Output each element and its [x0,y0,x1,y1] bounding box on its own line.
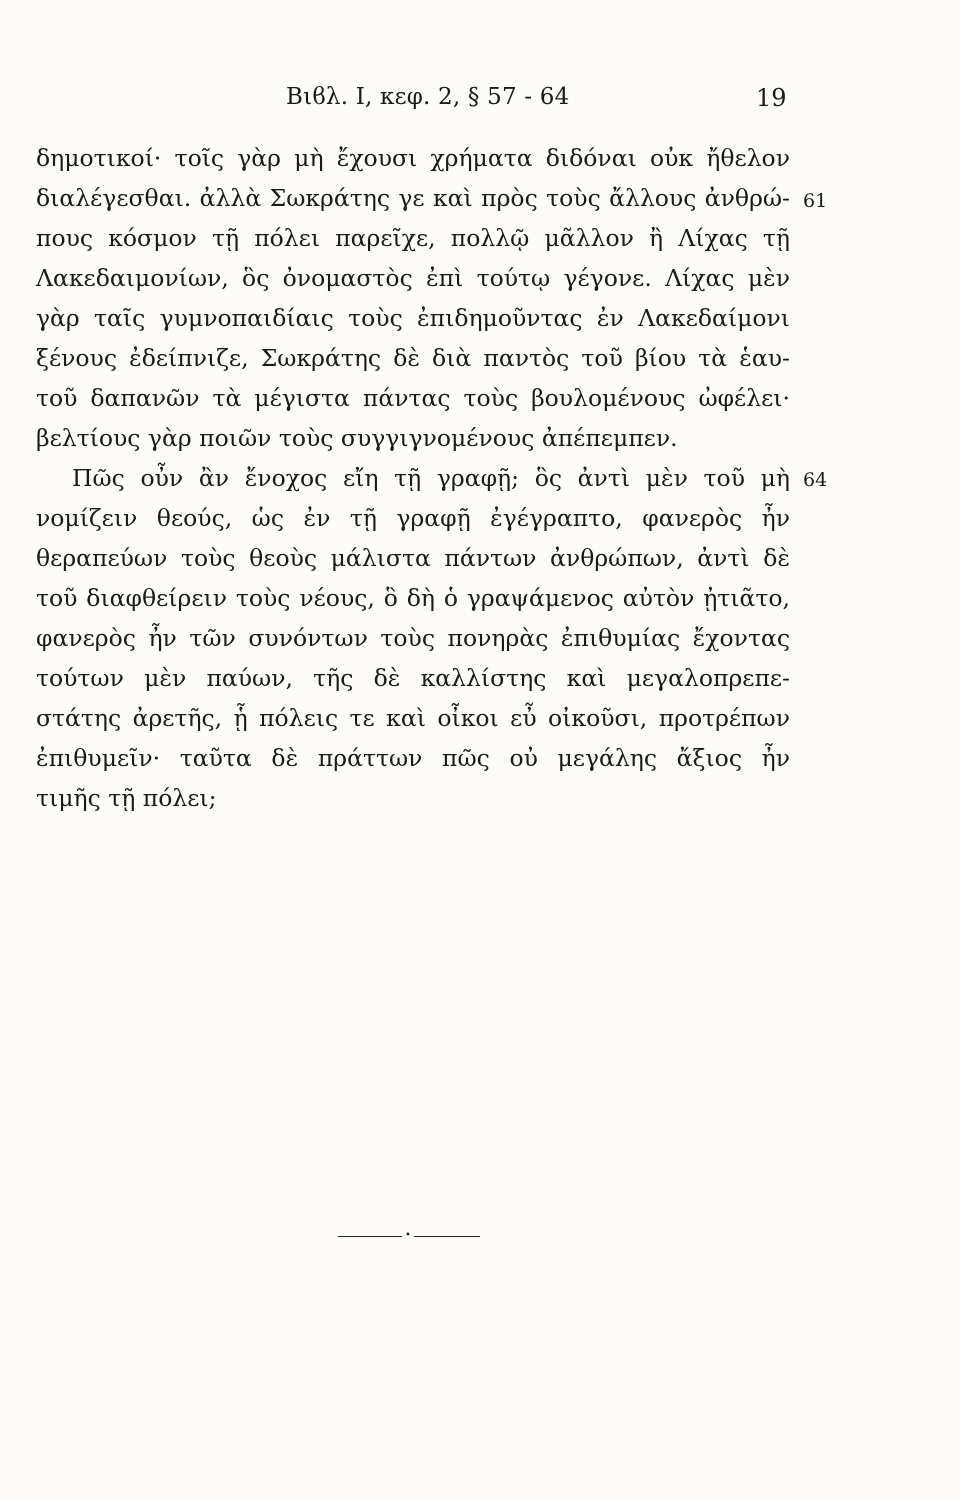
text-line: νομίζειν θεούς, ὡς ἐν τῇ γραφῇ ἐγέγραπτο, φανερὸς ἦν [36,504,790,532]
page-number: 19 [756,84,787,112]
text-line: πους κόσμον τῇ πόλει παρεῖχε, πολλῷ μᾶλλον ἢ Λίχας τῇ [36,224,790,252]
text-line: ξένους ἐδείπνιζε, Σωκράτης δὲ διὰ παντὸς τοῦ βίου τὰ ἑαυ- [36,344,790,372]
text-line: Λακεδαιμονίων, ὃς ὀνομαστὸς ἐπὶ τούτῳ γέγονε. Λίχας μὲν [36,264,790,292]
divider-ornament-icon: • [402,1231,414,1241]
text-line: τοῦ διαφθείρειν τοὺς νέους, ὃ δὴ ὁ γραψάμενος αὐτὸν ᾐτιᾶτο, [36,584,790,612]
text-line: δημοτικοί· τοῖς γὰρ μὴ ἔχουσι χρήματα διδόναι οὐκ ἤθελον [36,144,790,172]
text-line: Πῶς οὖν ἂν ἔνοχος εἴη τῇ γραφῇ; ὃς ἀντὶ μὲν τοῦ μὴ [72,464,790,492]
running-header: Βιϐλ. I, κεφ. 2, § 57 - 64 [286,84,570,110]
margin-section-number: 64 [803,469,828,491]
text-line: βελτίους γὰρ ποιῶν τοὺς συγγιγνομένους ἀπέπεμπεν. [36,424,678,452]
margin-section-number: 61 [803,190,828,212]
text-line: τιμῆς τῇ πόλει; [36,784,217,812]
text-line: στάτης ἀρετῆς, ᾗ πόλεις τε καὶ οἶκοι εὖ οἰκοῦσι, προτρέπων [36,704,790,732]
text-line: φανερὸς ἦν τῶν συνόντων τοὺς πονηρὰς ἐπιθυμίας ἔχοντας [36,624,790,652]
text-line: γὰρ ταῖς γυμνοπαιδίαις τοὺς ἐπιδημοῦντας ἐν Λακεδαίμονι [36,304,790,332]
text-line: διαλέγεσθαι. ἀλλὰ Σωκράτης γε καὶ πρὸς τοὺς ἄλλους ἀνθρώ- [36,184,790,212]
text-line: τούτων μὲν παύων, τῆς δὲ καλλίστης καὶ μεγαλοπρεπε- [36,664,790,692]
text-line: ἐπιθυμεῖν· ταῦτα δὲ πράττων πῶς οὐ μεγάλης ἄξιος ἦν [36,744,790,772]
text-line: τοῦ δαπανῶν τὰ μέγιστα πάντας τοὺς βουλομένους ὠφέλει· [36,384,790,412]
text-line: θεραπεύων τοὺς θεοὺς μάλιστα πάντων ἀνθρώπων, ἀντὶ δὲ [36,544,790,572]
